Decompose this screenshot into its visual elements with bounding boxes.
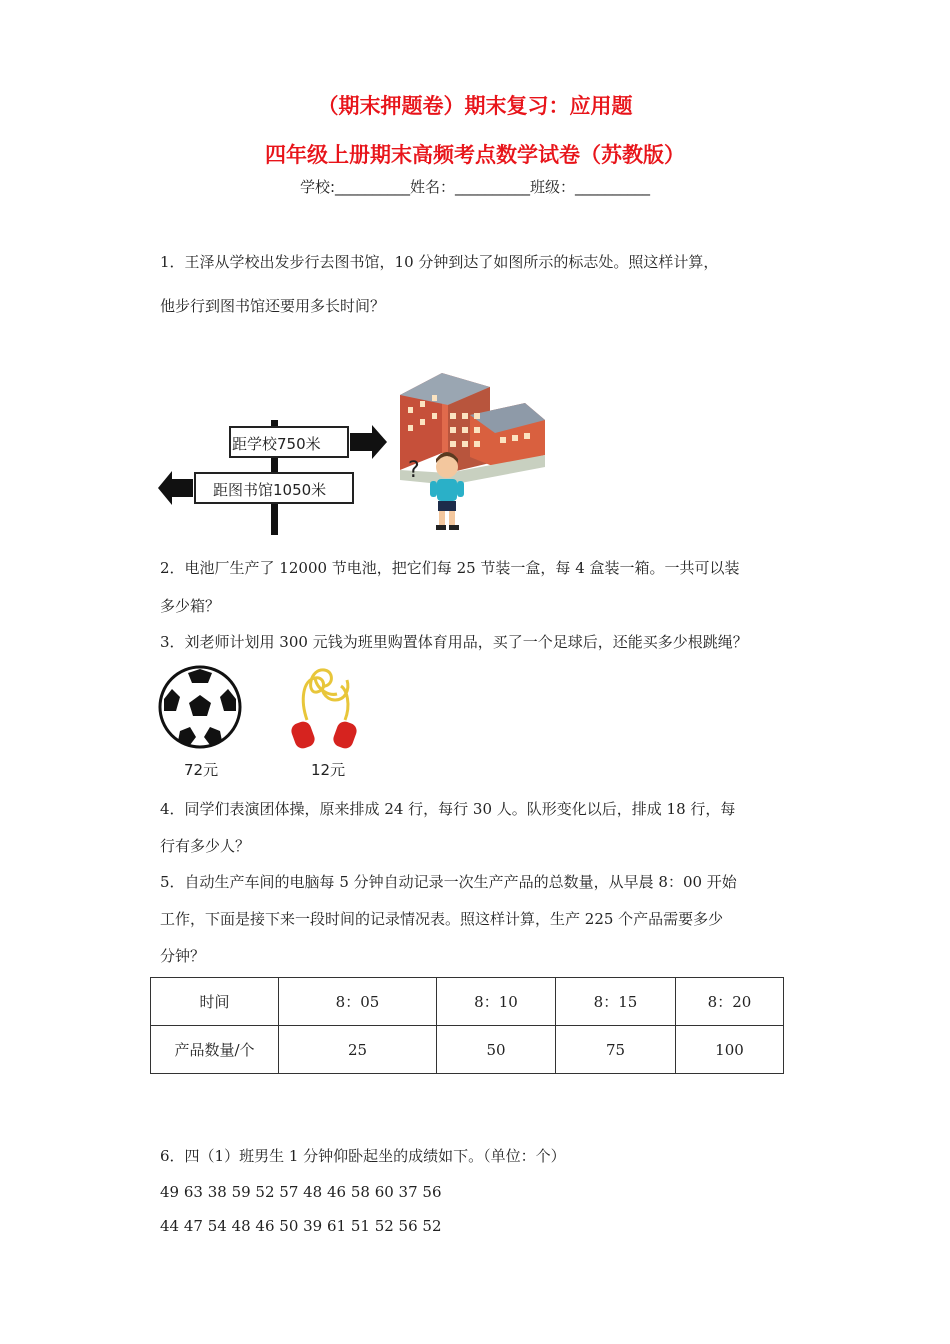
q6-line-1: 6．四（1）班男生 1 分钟仰卧起坐的成绩如下。（单位：个） (160, 1147, 566, 1165)
q1-line-1: 1．王泽从学校出发步行去图书馆，10 分钟到达了如图所示的标志处。照这样计算， (160, 253, 719, 271)
q6-data-line-2: 44 47 54 48 46 50 39 61 51 52 56 52 (160, 1217, 442, 1235)
q2-line-1: 2．电池厂生产了 12000 节电池，把它们每 25 节装一盒，每 4 盒装一箱。一共可以装 (160, 559, 740, 577)
q3-line-1: 3．刘老师计划用 300 元钱为班里购置体育用品，买了一个足球后，还能买多少根跳绳？ (160, 633, 748, 651)
question-mark: ? (408, 458, 420, 483)
q5-line-1: 5．自动生产车间的电脑每 5 分钟自动记录一次生产产品的总数量，从早晨 8：00 开始 (160, 873, 737, 891)
q5-line-2: 工作，下面是接下来一段时间的记录情况表。照这样计算，生产 225 个产品需要多少 (160, 910, 724, 928)
table-cell: 8：05 (279, 978, 437, 1026)
table-cell: 25 (279, 1026, 437, 1074)
jump-rope-icon (285, 660, 365, 755)
football-icon (158, 665, 242, 749)
q5-line-3: 分钟？ (160, 947, 206, 965)
building-icon (400, 373, 545, 485)
table-row (151, 1026, 784, 1074)
table-cell: 50 (437, 1026, 556, 1074)
table-row (151, 978, 784, 1026)
football-price: 72元 (184, 761, 219, 779)
title-line-1: （期末押题卷）期末复习：应用题 (317, 94, 633, 118)
sign-school-label: 距学校750米 (232, 435, 321, 453)
q2-line-2: 多少箱？ (160, 597, 221, 615)
title-line-2: 四年级上册期末高频考点数学试卷（苏教版） (265, 143, 685, 167)
q1-line-2: 他步行到图书馆还要用多长时间？ (160, 297, 386, 315)
table-cell: 时间 (151, 978, 279, 1026)
table-cell: 75 (556, 1026, 676, 1074)
record-table (150, 977, 784, 1074)
jump-rope-price: 12元 (311, 761, 346, 779)
table-cell: 8：10 (437, 978, 556, 1026)
student-info-line: 学校:__________姓名：__________班级：__________ (299, 178, 651, 196)
table-cell: 产品数量/个 (151, 1026, 279, 1074)
table-cell: 8：20 (676, 978, 784, 1026)
signpost-figure (150, 345, 570, 540)
sign-library-label: 距图书馆1050米 (213, 481, 327, 499)
table-cell: 100 (676, 1026, 784, 1074)
q6-data-line-1: 49 63 38 59 52 57 48 46 58 60 37 56 (160, 1183, 442, 1201)
q4-line-2: 行有多少人？ (160, 837, 251, 855)
table-cell: 8：15 (556, 978, 676, 1026)
q4-line-1: 4．同学们表演团体操，原来排成 24 行，每行 30 人。队形变化以后，排成 18 行，每 (160, 800, 736, 818)
